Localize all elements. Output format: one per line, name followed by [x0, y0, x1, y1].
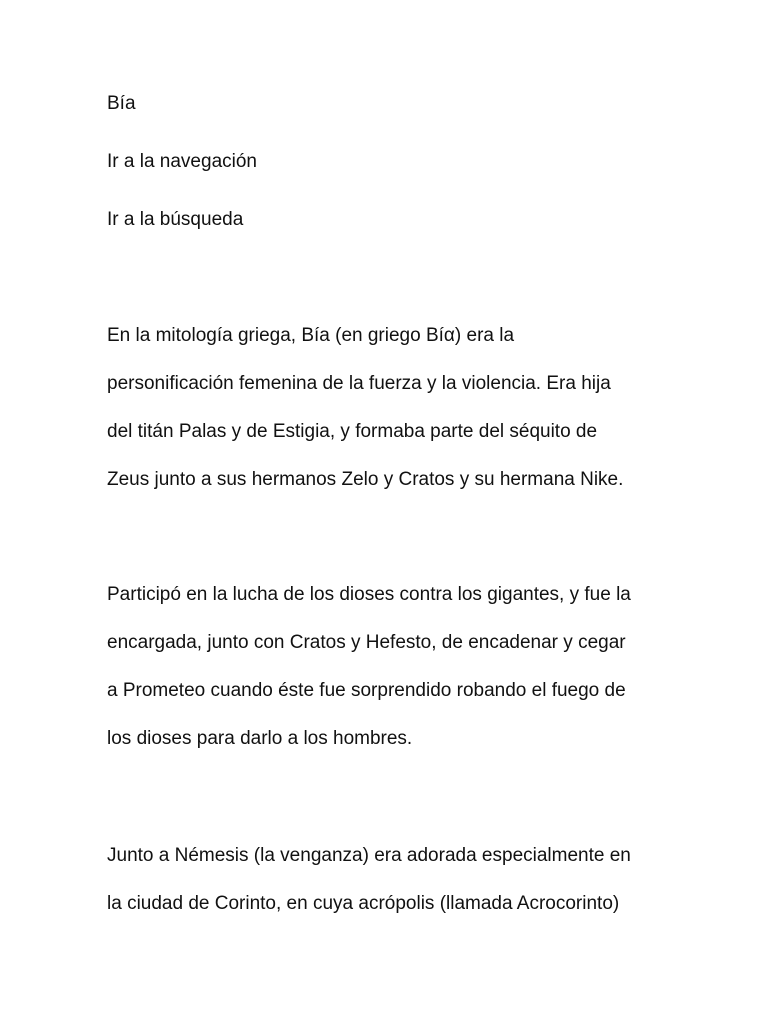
nav-link-search[interactable]: Ir a la búsqueda [107, 209, 244, 230]
paragraph-line: Zeus junto a sus hermanos Zelo y Cratos y su hermana Nike. [107, 469, 624, 490]
paragraph-line: los dioses para darlo a los hombres. [107, 728, 413, 749]
paragraph-line: En la mitología griega, Bía (en griego Bíα) era la [107, 325, 515, 346]
paragraph-line: encargada, junto con Cratos y Hefesto, de encadenar y cegar [107, 632, 626, 653]
page-title: Bía [107, 93, 136, 114]
paragraph-line: a Prometeo cuando éste fue sorprendido robando el fuego de [107, 680, 626, 701]
nav-link-navigation[interactable]: Ir a la navegación [107, 151, 257, 172]
paragraph-line: Junto a Némesis (la venganza) era adorada especialmente en [107, 845, 631, 866]
paragraph-line: personificación femenina de la fuerza y la violencia. Era hija [107, 373, 611, 394]
paragraph-line: la ciudad de Corinto, en cuya acrópolis (llamada Acrocorinto) [107, 893, 620, 914]
paragraph-line: Participó en la lucha de los dioses contra los gigantes, y fue la [107, 584, 631, 605]
paragraph-line: del titán Palas y de Estigia, y formaba parte del séquito de [107, 421, 598, 442]
